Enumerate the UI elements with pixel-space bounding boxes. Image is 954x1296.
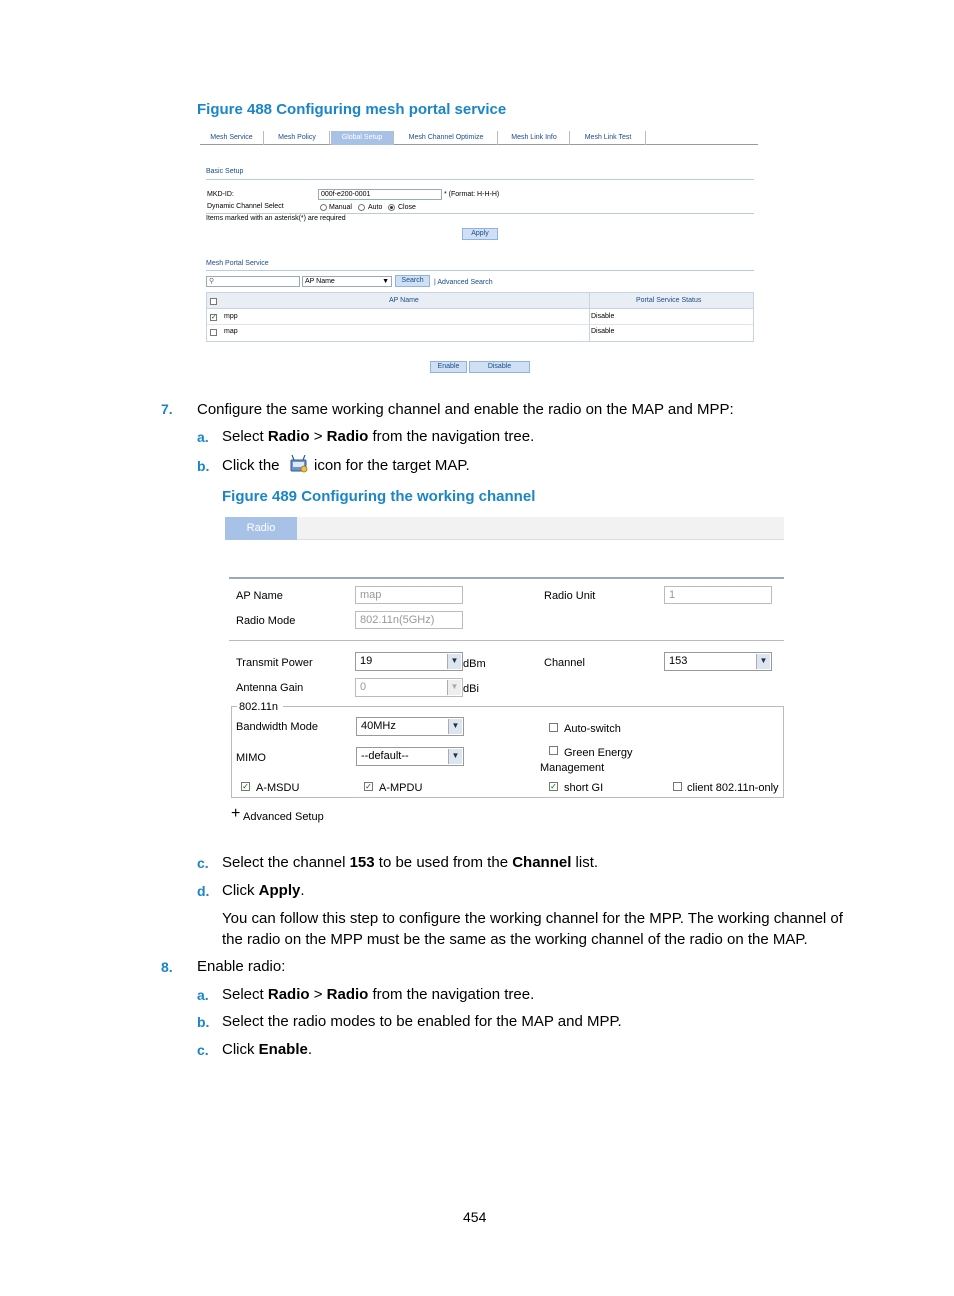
step-7d-apply: Apply	[258, 882, 301, 899]
step-7c-pre: Select the channel	[222, 854, 350, 871]
group-border-left	[231, 706, 237, 707]
step-7a-sep: >	[309, 428, 327, 445]
advanced-setup-link[interactable]: Advanced Setup	[243, 811, 324, 823]
mimo-select[interactable]	[356, 747, 464, 766]
step-8a-radio-2: Radio	[326, 986, 369, 1003]
step-7a-post: from the navigation tree.	[368, 428, 535, 445]
step-8a-post: from the navigation tree.	[368, 986, 535, 1003]
basic-setup-bottom-divider	[206, 213, 754, 214]
row-checkbox-map[interactable]	[210, 329, 217, 336]
antenna-gain-select[interactable]	[355, 678, 463, 697]
row-status: Disable	[591, 313, 615, 320]
transmit-power-value: 19	[360, 655, 373, 667]
step-7c-channel-number: 153	[349, 854, 375, 871]
client-80211n-only-label: client 802.11n-only	[687, 782, 779, 794]
radio-unit-label: Radio Unit	[544, 590, 596, 602]
step-8b-number: b.	[197, 1014, 210, 1030]
a-msdu-checkbox[interactable]: ✓	[242, 782, 249, 791]
enable-button[interactable]: Enable	[430, 361, 467, 373]
step-8b-text: Select the radio modes to be enabled for the MAP and MPP.	[222, 1013, 622, 1030]
tab-global-setup[interactable]: Global Setup	[331, 131, 394, 145]
step-7c-mid: to be used from the	[374, 854, 513, 871]
auto-switch-checkbox[interactable]	[549, 723, 558, 732]
a-mpdu-label: A-MPDU	[379, 782, 423, 794]
antenna-gain-value: 0	[360, 681, 367, 693]
tab-mesh-link-test[interactable]: Mesh Link Test	[571, 131, 646, 145]
col-ap-name: AP Name	[389, 297, 419, 304]
step-7d-post: .	[300, 882, 305, 899]
bandwidth-mode-value: 40MHz	[361, 720, 396, 732]
basic-setup-divider	[206, 179, 754, 180]
disable-button[interactable]: Disable	[469, 361, 530, 373]
mimo-value: --default--	[361, 750, 409, 762]
radio-unit-field[interactable]: 1	[664, 586, 772, 604]
apply-button[interactable]: Apply	[462, 228, 498, 240]
step-7a-pre: Select	[222, 428, 268, 445]
radio-manual[interactable]	[320, 204, 327, 211]
green-energy-label-2: Management	[540, 762, 605, 774]
step-8a-radio-1: Radio	[267, 986, 310, 1003]
radio-close-label: Close	[398, 204, 416, 211]
mkd-id-format-hint: * (Format: H-H-H)	[444, 191, 500, 198]
bandwidth-mode-select[interactable]	[356, 717, 464, 736]
plus-icon[interactable]: +	[231, 805, 241, 822]
radio-close[interactable]	[388, 204, 395, 211]
row-ap-name: map	[224, 328, 238, 335]
step-7-number: 7.	[161, 401, 173, 417]
mkd-id-input[interactable]: 000f-e200-0001	[318, 189, 442, 200]
group-border-right	[283, 706, 784, 707]
figure-488-caption: Figure 488 Configuring mesh portal service	[197, 101, 507, 118]
auto-switch-label: Auto-switch	[564, 723, 621, 735]
bandwidth-mode-label: Bandwidth Mode	[236, 721, 318, 733]
antenna-gain-unit: dBi	[463, 683, 479, 695]
tab-mesh-link-info[interactable]: Mesh Link Info	[499, 131, 570, 145]
row-checkbox-mpp[interactable]: ✓	[211, 314, 217, 321]
radio-auto[interactable]	[358, 204, 365, 211]
step-7c-post: list.	[571, 854, 599, 871]
step-7-note-line-2: the radio on the MPP must be the same as the working channel of the radio on the MAP.	[222, 931, 808, 948]
ap-name-label: AP Name	[236, 590, 283, 602]
step-7c-channel-word: Channel	[512, 854, 572, 871]
group-80211n-label: 802.11n	[239, 701, 278, 713]
step-7a-text	[222, 428, 534, 445]
required-note: Items marked with an asterisk(*) are required	[206, 215, 346, 222]
radio-manual-label: Manual	[329, 204, 352, 211]
radio-tabbar	[225, 517, 784, 540]
tab-mesh-channel-optimize[interactable]: Mesh Channel Optimize	[395, 131, 498, 145]
radio-top-divider	[229, 577, 784, 579]
mesh-portal-service-heading: Mesh Portal Service	[206, 260, 269, 267]
table-row	[207, 326, 753, 341]
step-8a-pre: Select	[222, 986, 268, 1003]
step-7a-radio-2: Radio	[326, 428, 369, 445]
table-row	[207, 310, 753, 325]
step-8c-number: c.	[197, 1042, 209, 1058]
tab-mesh-policy[interactable]: Mesh Policy	[265, 131, 330, 145]
step-7d-number: d.	[197, 883, 210, 899]
search-field-value: AP Name	[305, 278, 335, 285]
step-8c-text	[222, 1041, 312, 1058]
search-button[interactable]: Search	[395, 275, 430, 287]
mkd-id-label: MKD-ID:	[207, 191, 234, 198]
client-80211n-only-checkbox[interactable]	[673, 782, 682, 791]
short-gi-label: short GI	[564, 782, 604, 794]
advanced-search-text: Advanced Search	[437, 279, 493, 286]
row-ap-name: mpp	[224, 313, 238, 320]
channel-select[interactable]	[664, 652, 772, 671]
dynamic-channel-select-label: Dynamic Channel Select	[207, 203, 284, 210]
step-7c-text	[222, 854, 598, 871]
a-msdu-label: A-MSDU	[256, 782, 300, 794]
step-7d-text	[222, 882, 305, 899]
tab-mesh-service[interactable]: Mesh Service	[200, 131, 264, 145]
step-7-note-line-1: You can follow this step to configure the working channel for the MPP. The working channel of	[222, 910, 843, 927]
channel-value: 153	[669, 655, 688, 667]
page-number: 454	[463, 1209, 487, 1225]
step-8a-text	[222, 986, 534, 1003]
mimo-label: MIMO	[236, 752, 266, 764]
radio-config-icon	[289, 455, 309, 473]
figure-489-caption: Figure 489 Configuring the working channel	[222, 488, 536, 505]
step-8c-enable: Enable	[258, 1041, 308, 1058]
green-energy-label-1: Green Energy	[564, 747, 633, 759]
ap-name-field[interactable]: map	[355, 586, 463, 604]
advanced-search-link[interactable]: | Advanced Search	[434, 279, 493, 286]
step-7d-pre: Click	[222, 882, 259, 899]
chevron-down-icon: ▼	[382, 278, 389, 285]
step-7-text: Configure the same working channel and enable the radio on the MAP and MPP:	[197, 401, 734, 418]
chevron-down-icon: ▼	[447, 654, 461, 669]
step-7b-post: icon for the target MAP.	[314, 457, 470, 474]
transmit-power-unit: dBm	[463, 658, 486, 670]
step-8c-pre: Click	[222, 1041, 259, 1058]
chevron-down-icon: ▼	[448, 719, 462, 734]
radio-auto-label: Auto	[368, 204, 383, 211]
step-8c-post: .	[307, 1041, 313, 1058]
step-7a-number: a.	[197, 429, 209, 445]
step-7b-pre: Click the	[222, 457, 280, 474]
portal-divider	[206, 270, 754, 271]
basic-setup-heading: Basic Setup	[206, 168, 244, 175]
search-icon: ⚲	[209, 278, 215, 285]
search-field-select[interactable]	[302, 276, 392, 287]
chevron-down-icon: ▼	[447, 680, 461, 695]
col-portal-service-status: Portal Service Status	[636, 297, 702, 304]
a-mpdu-checkbox[interactable]: ✓	[365, 782, 372, 791]
step-8-number: 8.	[161, 959, 173, 975]
chevron-down-icon: ▼	[756, 654, 770, 669]
select-all-checkbox[interactable]	[210, 298, 217, 305]
step-7a-radio-1: Radio	[267, 428, 310, 445]
step-7c-number: c.	[197, 855, 209, 871]
step-8a-number: a.	[197, 987, 209, 1003]
channel-label: Channel	[544, 657, 585, 669]
transmit-power-select[interactable]	[355, 652, 463, 671]
radio-mode-field[interactable]: 802.11n(5GHz)	[355, 611, 463, 629]
step-8a-sep: >	[309, 986, 327, 1003]
radio-mode-label: Radio Mode	[236, 615, 296, 627]
radio-mid-divider	[229, 640, 784, 641]
green-energy-checkbox[interactable]	[549, 746, 558, 755]
step-7b-number: b.	[197, 458, 210, 474]
short-gi-checkbox[interactable]: ✓	[550, 782, 557, 791]
chevron-down-icon: ▼	[448, 749, 462, 764]
transmit-power-label: Transmit Power	[236, 657, 313, 669]
tab-radio[interactable]: Radio	[225, 517, 297, 540]
row-status: Disable	[591, 328, 615, 335]
step-8-text: Enable radio:	[197, 958, 286, 975]
portal-search-input[interactable]	[206, 276, 300, 287]
antenna-gain-label: Antenna Gain	[236, 682, 304, 694]
